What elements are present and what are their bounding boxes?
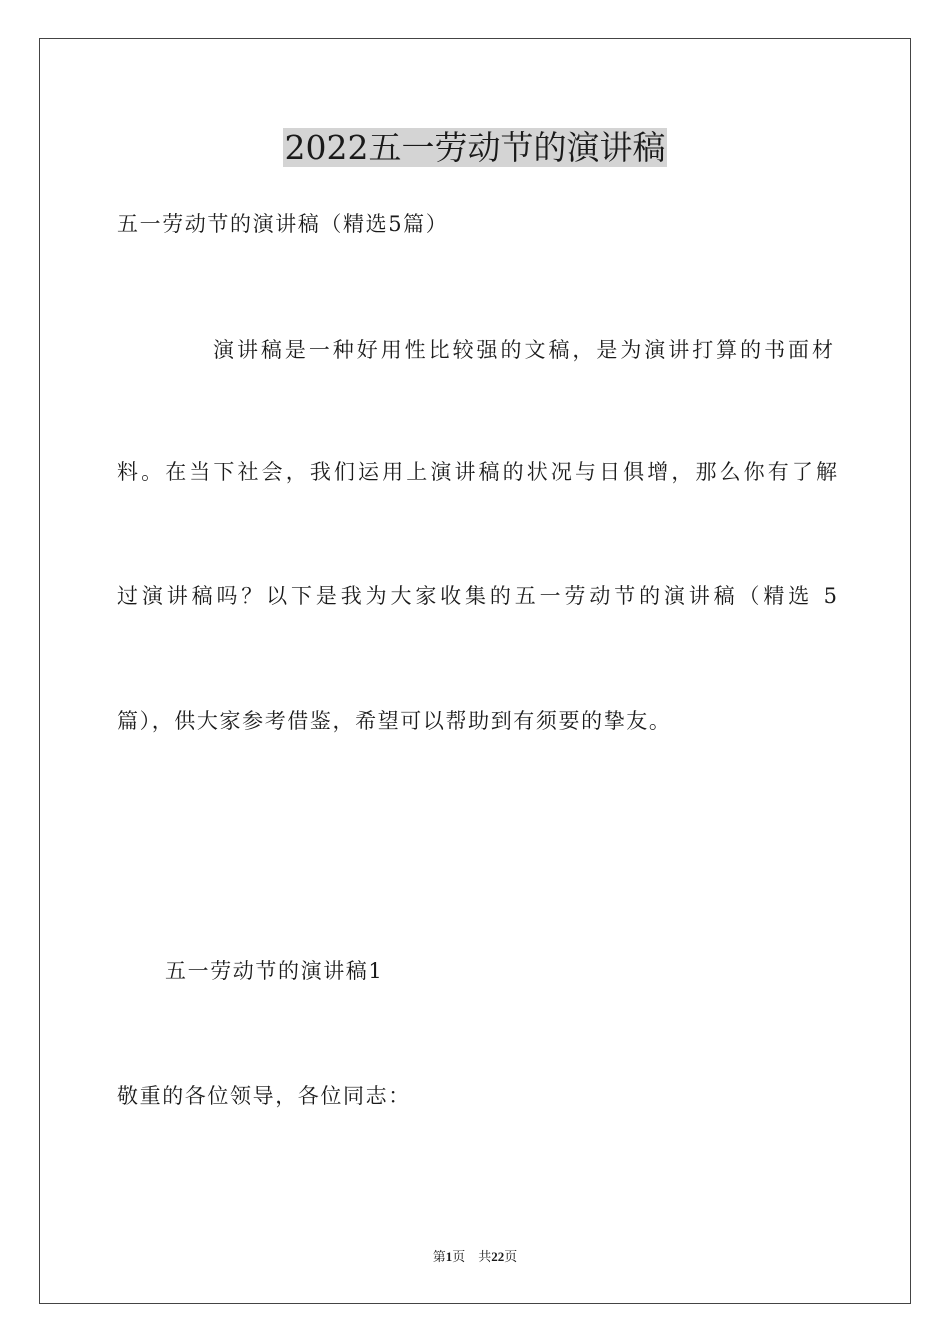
footer-page-total: 22 — [491, 1249, 505, 1264]
footer-page-current: 1 — [445, 1249, 453, 1264]
intro-line-2: 料。在当下社会，我们运用上演讲稿的状况与日俱增，那么你有了解 — [117, 460, 837, 484]
section-heading: 五一劳动节的演讲稿1 — [165, 959, 384, 983]
intro-line-4: 篇），供大家参考借鉴，希望可以帮助到有须要的挚友。 — [117, 709, 672, 733]
footer-page-mid: 页 共 — [452, 1250, 492, 1265]
intro-line-3: 过演讲稿吗？以下是我为大家收集的五一劳动节的演讲稿（精选 5 — [117, 584, 837, 608]
document-title — [0, 124, 950, 172]
document-title-text: 2022五一劳动节的演讲稿 — [284, 128, 666, 167]
salutation: 敬重的各位领导，各位同志： — [117, 1084, 411, 1108]
page-footer — [0, 1248, 950, 1267]
document-subtitle: 五一劳动节的演讲稿（精选5篇） — [117, 212, 449, 236]
intro-line-1: 演讲稿是一种好用性比较强的文稿，是为演讲打算的书面材 — [213, 338, 833, 362]
footer-page-prefix: 第 — [432, 1250, 446, 1265]
footer-page-suffix: 页 — [504, 1250, 518, 1265]
